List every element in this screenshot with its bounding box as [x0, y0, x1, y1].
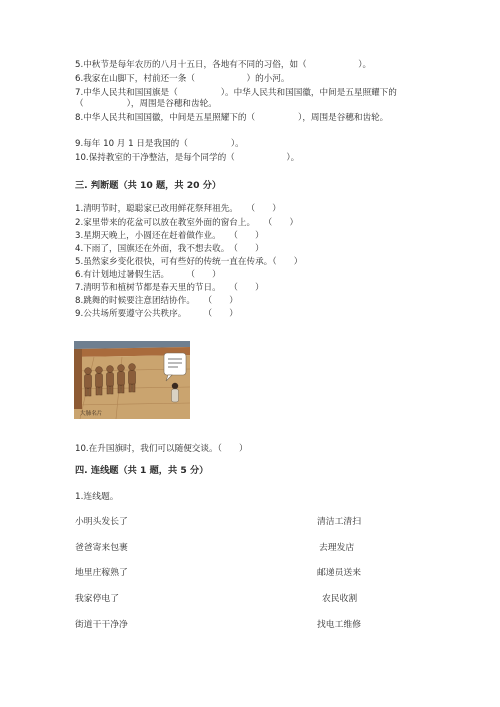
judge-item-2: 2.家里带来的花盆可以放在教室外面的窗台上。 （ ） [75, 218, 299, 228]
matching-question: 1.连线题。 [75, 492, 119, 502]
match-left-5: 街道干干净净 [75, 620, 128, 630]
judge-item-9: 9.公共场所要遵守公共秩序。 （ ） [75, 309, 238, 319]
teacher-figure [172, 383, 179, 402]
corridor-scene [74, 341, 190, 419]
judge-item-10: 10.在升国旗时，我们可以随便交谈。（ ） [75, 444, 248, 454]
match-right-1: 清洁工清扫 [317, 517, 361, 527]
judge-item-1: 1.清明节时，聪聪家已改用鲜花祭拜祖先。 （ ） [75, 204, 281, 214]
judge-item-4: 4.下雨了，国旗还在外面，我不想去收。 （ ） [75, 244, 264, 254]
match-left-3: 地里庄稼熟了 [75, 568, 128, 578]
fill-blank-7: 7.中华人民共和国国旗是（ ）。中华人民共和国国徽，中间是五星照耀下的（ ），周围是谷穗和齿轮。 [75, 88, 397, 109]
match-right-4: 农民收割 [322, 594, 358, 604]
match-left-1: 小明头发长了 [75, 517, 128, 527]
fill-blank-10: 10.保持教室的干净整洁，是每个同学的（ ）。 [75, 153, 300, 163]
judge-item-5: 5.虽然家乡变化很快，可有些好的传统一直在传承。（ ） [75, 257, 303, 267]
judge-item-6: 6.有计划地过暑假生活。 （ ） [75, 270, 221, 280]
fill-blank-6: 6.我家在山脚下，村前还一条（ ）的小河。 [75, 74, 290, 84]
fill-blank-8: 8.中华人民共和国国徽，中间是五星照耀下的（ ），周围是谷穗和齿轮。 [75, 113, 389, 123]
section-4-heading: 四. 连线题（共 1 题，共 5 分） [75, 465, 209, 476]
judge-item-8: 8.跳舞的时候要注意团结协作。 （ ） [75, 296, 238, 306]
image-caption: 大肺名片 [80, 411, 103, 417]
judge-item-7: 7.清明节和植树节都是春天里的节日。 （ ） [75, 283, 264, 293]
match-right-5: 找电工维修 [317, 620, 361, 630]
fill-blank-9: 9.每年 10 月 1 日是我国的（ ）。 [75, 139, 244, 149]
corridor-illustration [74, 341, 190, 419]
match-left-2: 爸爸寄来包裹 [75, 543, 128, 553]
match-left-4: 我家停电了 [75, 594, 119, 604]
match-right-2: 去理发店 [319, 543, 355, 553]
judge-item-3: 3.星期天晚上，小圆还在赶着做作业。 （ ） [75, 231, 264, 241]
section-3-heading: 三. 判断题（共 10 题，共 20 分） [75, 180, 222, 191]
fill-blank-5: 5.中秋节是每年农历的八月十五日，各地有不同的习俗，如（ ）。 [75, 60, 372, 70]
match-right-3: 邮递员送来 [317, 568, 361, 578]
